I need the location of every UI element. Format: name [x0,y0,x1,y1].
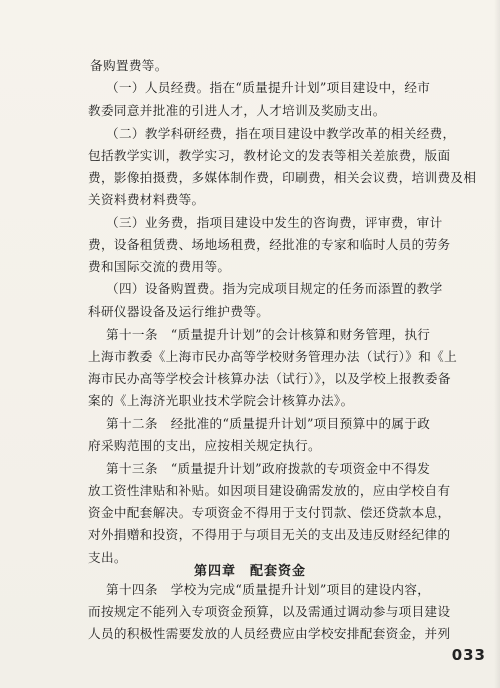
text-line: 费和国际交流的费用等。 [88,259,231,274]
text-line: 而按规定不能列入专项资金预算，以及需通过调动参与项目建设 [88,604,451,619]
text-line: 上海市教委《上海市民办高等学校财务管理办法（试行）》和《上 [88,349,458,364]
text-line: 府采购范围的支出，应按相关规定执行。 [88,438,321,453]
text-line: 放工资性津贴和补贴。如因项目建设确需发放的，应由学校自有 [88,483,451,498]
text-line: 人员的积极性需要发放的人员经费应由学校安排配套资金，并列 [88,626,451,641]
text-line: 案的《上海济光职业技术学院会计核算办法》。 [88,393,354,408]
text-line: 支出。 [88,550,127,565]
text-line: 教委同意并批准的引进人才，人才培训及奖励支出。 [88,103,386,118]
scan-shadow [494,0,500,688]
text-line: 海市民办高等学校会计核算办法（试行）》，以及学校上报教委备 [88,371,451,386]
text-line: 备购置费等。 [90,58,168,73]
text-line: 费，影像拍摄费，多媒体制作费，印刷费，相关会议费，培训费及相 [88,170,477,185]
text-line: 包括教学实训，教学实习，教材论文的发表等相关差旅费，版面 [88,148,451,163]
text-line: （三）业务费，指项目建设中发生的咨询费，评审费，审计 [106,215,443,230]
text-line: 资金中配套解决。专项资金不得用于支付罚款、偿还贷款本息， [88,505,451,520]
chapter-heading: 第四章 配套资金 [193,564,306,579]
text-line: 第十一条 “质量提升计划”的会计核算和财务管理，执行 [106,327,431,342]
page-number: 033 [451,646,486,664]
text-line: 科研仪器设备及运行维护费等。 [88,304,270,319]
text-line: （二）教学科研经费，指在项目建设中教学改革的相关经费， [106,126,456,141]
text-line: 第十二条 经批准的“质量提升计划”项目预算中的属于政 [106,416,431,431]
text-line: 关资料费材料费等。 [88,192,205,207]
text-line: （四）设备购置费。指为完成项目规定的任务而添置的教学 [106,281,443,296]
text-line: 费，设备租赁费、场地场租费，经批准的专家和临时人员的劳务 [88,237,451,252]
text-line: 第十三条 “质量提升计划”政府拨款的专项资金中不得发 [106,461,431,476]
text-line: 第十四条 学校为完成“质量提升计划”项目的建设内容， [106,582,431,597]
text-line: （一）人员经费。指在“质量提升计划”项目建设中，经市 [106,80,431,95]
text-line: 对外捐赠和投资，不得用于与项目无关的支出及违反财经纪律的 [88,527,451,542]
